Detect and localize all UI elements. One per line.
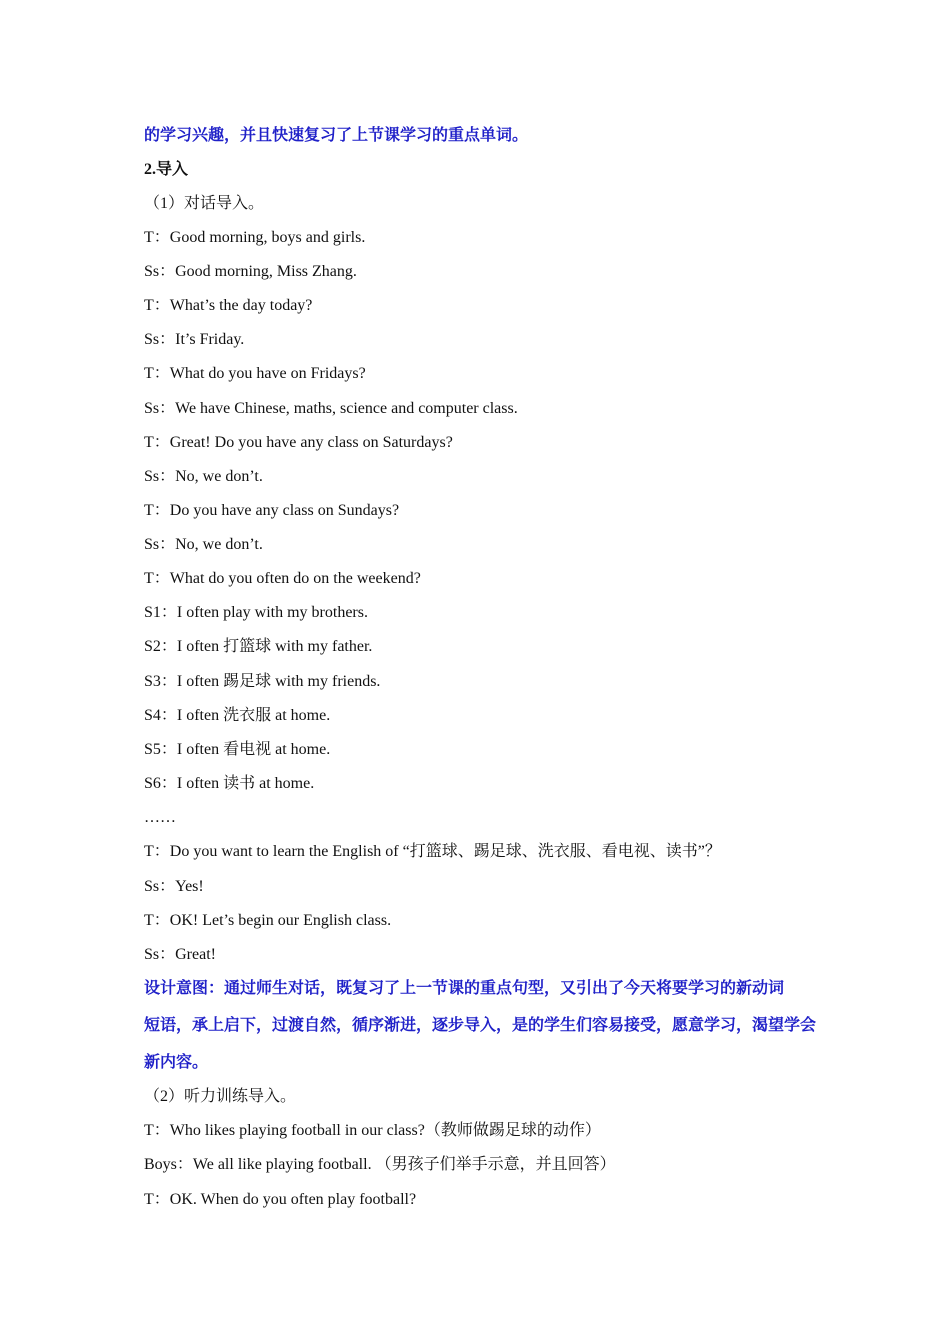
design-intent-continuation: 的学习兴趣，并且快速复习了上节课学习的重点单词。 [144,127,529,144]
dialogue-line: T：What’s the day today? [144,297,313,314]
design-intent-line: 短语，承上启下，过渡自然，循序渐进，逐步导入，是的学生们容易接受，愿意学习，渴望学会 [144,1017,817,1034]
section-heading-intro: 2.导入 [144,161,189,178]
dialogue-line: S4：I often 洗衣服 at home. [144,707,331,724]
dialogue-line: Ss：We have Chinese, maths, science and computer class. [144,400,518,417]
dialogue-line: Boys：We all like playing football. （男孩子们举手示意，并且回答） [144,1156,616,1173]
dialogue-line: Ss：No, we don’t. [144,536,263,553]
dialogue-line: T：Good morning, boys and girls. [144,229,366,246]
dialogue-line: T：What do you often do on the weekend? [144,570,421,587]
dialogue-line: S1：I often play with my brothers. [144,604,368,621]
design-intent-line: 新内容。 [144,1054,209,1071]
dialogue-line: T：Do you have any class on Sundays? [144,502,400,519]
dialogue-line: T：What do you have on Fridays? [144,365,366,382]
dialogue-line: T：Great! Do you have any class on Saturdays? [144,434,453,451]
dialogue-line: S3：I often 踢足球 with my friends. [144,673,381,690]
dialogue-line: Ss：It’s Friday. [144,331,245,348]
dialogue-line: Ss：Great! [144,946,216,963]
dialogue-line: S6：I often 读书 at home. [144,775,315,792]
dialogue-line: T：Who likes playing football in our class?（教师做踢足球的动作） [144,1122,601,1139]
dialogue-line: T：OK! Let’s begin our English class. [144,912,392,929]
dialogue-line: Ss：Good morning, Miss Zhang. [144,263,357,280]
dialogue-line: Ss：No, we don’t. [144,468,263,485]
dialogue-line: T：Do you want to learn the English of “打篮球、踢足球、洗衣服、看电视、读书”？ [144,843,721,860]
subsection-listening-intro: （2）听力训练导入。 [144,1088,297,1105]
design-intent-line: 设计意图：通过师生对话，既复习了上一节课的重点句型，又引出了今天将要学习的新动词 [144,980,785,997]
dialogue-line: S2：I often 打篮球 with my father. [144,638,373,655]
dialogue-line: S5：I often 看电视 at home. [144,741,331,758]
dialogue-line: Ss：Yes! [144,878,204,895]
ellipsis: …… [144,809,176,826]
dialogue-line: T：OK. When do you often play football? [144,1191,417,1208]
subsection-dialogue-intro: （1）对话导入。 [144,195,265,212]
